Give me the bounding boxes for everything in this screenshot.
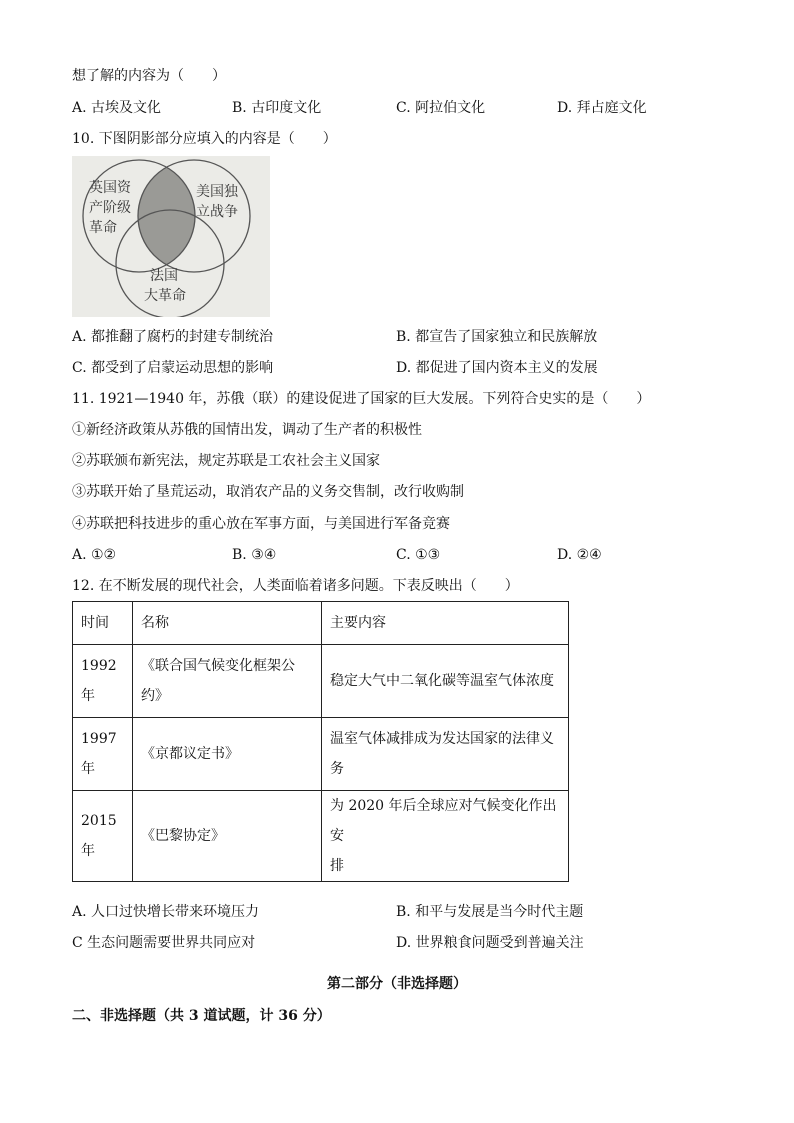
name-line-2: 约》	[141, 688, 169, 704]
table-row	[73, 645, 569, 718]
q12-option-b[interactable]: B. 和平与发展是当今时代主题	[396, 904, 584, 920]
content-line-2: 排	[330, 858, 344, 874]
table-cell-year	[73, 645, 133, 718]
table-cell-content	[322, 791, 569, 882]
table-row	[73, 791, 569, 882]
venn-left-label-2: 产阶级	[89, 200, 131, 216]
name-line-1: 《联合国气候变化框架公	[141, 658, 295, 674]
table-cell-name	[133, 645, 322, 718]
part2-title: 第二部分（非选择题）	[327, 976, 467, 992]
venn-bottom-label-1: 法国	[150, 268, 178, 284]
table-row	[73, 718, 569, 791]
year-number: 2015	[81, 813, 117, 829]
q9-option-c[interactable]: C. 阿拉伯文化	[396, 100, 486, 116]
venn-right-label-2: 立战争	[196, 204, 238, 220]
table-cell-year	[73, 718, 133, 791]
q10-option-a[interactable]: A. 都推翻了腐朽的封建专制统治	[72, 329, 274, 345]
q9-stem-tail: 想了解的内容为（ ）	[72, 68, 226, 84]
content-line-1: 稳定大气中二氧化碳等温室气体浓度	[330, 673, 554, 689]
q9-option-d[interactable]: D. 拜占庭文化	[557, 100, 647, 116]
table-cell-name	[133, 791, 322, 882]
q12-stem: 12. 在不断发展的现代社会，人类面临着诸多问题。下表反映出（ ）	[72, 578, 519, 594]
q11-option-b[interactable]: B. ③④	[232, 547, 277, 563]
q10-stem: 10. 下图阴影部分应填入的内容是（ ）	[72, 131, 337, 147]
venn-bottom-label-2: 大革命	[144, 288, 186, 304]
q11-item-1: ①新经济政策从苏俄的国情出发，调动了生产者的积极性	[72, 422, 422, 438]
year-unit: 年	[81, 688, 95, 704]
q12-option-a[interactable]: A. 人口过快增长带来环境压力	[72, 904, 260, 920]
venn-left-label-3: 革命	[89, 220, 117, 236]
venn-diagram	[72, 156, 270, 317]
year-number: 1997	[81, 731, 117, 747]
name-line-1: 《京都议定书》	[141, 746, 239, 762]
year-unit: 年	[81, 843, 95, 859]
name-line-1: 《巴黎协定》	[141, 828, 225, 844]
q11-item-3: ③苏联开始了垦荒运动，取消农产品的义务交售制，改行收购制	[72, 484, 464, 500]
year-unit: 年	[81, 761, 95, 777]
q10-option-c[interactable]: C. 都受到了启蒙运动思想的影响	[72, 360, 274, 376]
part2-section-heading: 二、非选择题（共 3 道试题，计 36 分）	[72, 1008, 331, 1024]
q11-item-4: ④苏联把科技进步的重心放在军事方面，与美国进行军备竞赛	[72, 516, 450, 532]
q9-option-b[interactable]: B. 古印度文化	[232, 100, 322, 116]
table-cell-name	[133, 718, 322, 791]
q9-option-a[interactable]: A. 古埃及文化	[72, 100, 162, 116]
table-cell-year	[73, 791, 133, 882]
content-line-2: 务	[330, 761, 344, 777]
table-cell-content	[322, 645, 569, 718]
table-header-time: 时间	[73, 602, 133, 645]
q10-option-b[interactable]: B. 都宣告了国家独立和民族解放	[396, 329, 598, 345]
table-header-content: 主要内容	[322, 602, 569, 645]
table-header-row	[73, 602, 569, 645]
q11-option-d[interactable]: D. ②④	[557, 547, 602, 563]
q10-option-d[interactable]: D. 都促进了国内资本主义的发展	[396, 360, 598, 376]
table-header-name: 名称	[133, 602, 322, 645]
table-cell-content	[322, 718, 569, 791]
q11-stem: 11. 1921—1940 年，苏俄（联）的建设促进了国家的巨大发展。下列符合史实的是（ ）	[72, 391, 651, 407]
q11-option-a[interactable]: A. ①②	[72, 547, 117, 563]
climate-agreements-table	[72, 601, 569, 882]
year-number: 1992	[81, 658, 117, 674]
q12-option-c[interactable]: C 生态问题需要世界共同应对	[72, 935, 256, 951]
q12-option-d[interactable]: D. 世界粮食问题受到普遍关注	[396, 935, 584, 951]
venn-left-label-1: 英国资	[89, 180, 131, 196]
venn-right-label-1: 美国独	[196, 184, 238, 200]
q11-option-c[interactable]: C. ①③	[396, 547, 441, 563]
content-line-1: 温室气体减排成为发达国家的法律义	[330, 731, 554, 747]
q11-item-2: ②苏联颁布新宪法，规定苏联是工农社会主义国家	[72, 453, 380, 469]
content-line-1: 为 2020 年后全球应对气候变化作出安	[330, 798, 557, 844]
